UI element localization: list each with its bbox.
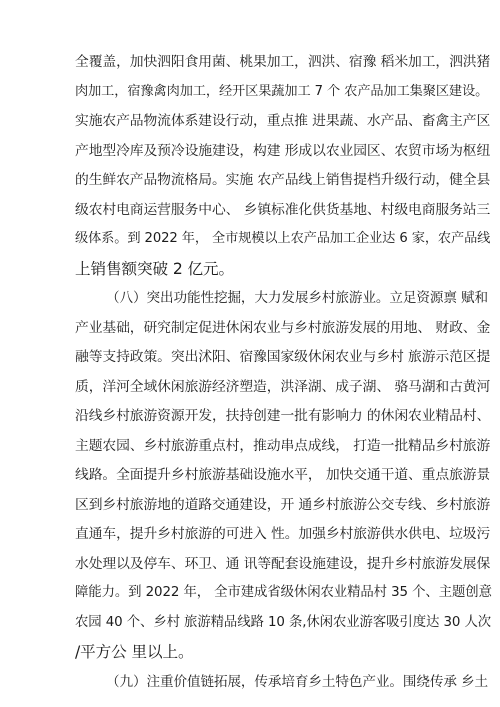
paragraph-line: 实施农产品物流体系建设行动，重点推 进果蔬、水产品、畜禽主产区 (75, 113, 491, 129)
paragraph-line: /平方公 里以上。 (75, 643, 194, 661)
paragraph-line: 产地型冷库及预冷设施建设，构建 形成以农业园区、农贸市场为枢纽 (75, 143, 491, 159)
paragraph-line: 上销售额突破 2 亿元。 (75, 260, 234, 278)
paragraph-line: 水处理以及停车、环卫、通 讯等配套设施建设，提升乡村旅游发展保 (75, 556, 491, 572)
paragraph-line: 沿线乡村旅游资源开发，扶持创建一批有影响力 的休闲农业精品村、 (75, 408, 491, 424)
paragraph-line: 区到乡村旅游地的道路交通建设，开 通乡村旅游公交专线、乡村旅游 (75, 497, 491, 513)
paragraph-line: 肉加工，宿豫禽肉加工，经开区果蔬加工 7 个 农产品加工集聚区建设。 (75, 84, 489, 99)
paragraph-line: 的生鲜农产品物流格局。实施 农产品线上销售提档升级行动，健全县 (75, 172, 491, 188)
paragraph-line: 线路。全面提升乡村旅游基础设施水平， 加快交通干道、重点旅游景 (75, 467, 491, 483)
paragraph-line: 农园 40 个、乡村 旅游精品线路 10 条,休闲农业游客吸引度达 30 人次 (75, 615, 492, 630)
paragraph-line: 融等支持政策。突出沭阳、宿豫国家级休闲农业与乡村 旅游示范区提 (75, 349, 491, 365)
paragraph-line: 级体系。到 2022 年， 全市规模以上农产品加工企业达 6 家，农产品线 (75, 231, 491, 246)
paragraph-line: 直通车，提升乡村旅游的可进入 性。加强乡村旅游供水供电、垃圾污 (75, 526, 491, 542)
paragraph-line: 级农村电商运营服务中心、 乡镇标准化供货基地、村级电商服务站三 (75, 202, 491, 218)
paragraph-line: 质，洋河全域休闲旅游经济塑造，洪泽湖、成子湖、 骆马湖和古黄河 (75, 379, 491, 395)
paragraph-line: 全覆盖，加快泗阳食用菌、桃果加工，泗洪、宿豫 稻米加工，泗洪猪 (75, 54, 491, 70)
paragraph-line: 主题农园、乡村旅游重点村，推动串点成线， 打造一批精品乡村旅游 (75, 438, 491, 454)
paragraph-line: （八）突出功能性挖掘，大力发展乡村旅游业。立足资源禀 赋和 (106, 290, 489, 306)
paragraph-line: 产业基础，研究制定促进休闲农业与乡村旅游发展的用地、 财政、金 (75, 320, 491, 336)
paragraph-line: 障能力。到 2022 年， 全市建成省级休闲农业精品村 35 个、主题创意 (75, 585, 492, 600)
paragraph-line: （九）注重价值链拓展，传承培育乡土特色产业。围绕传承 乡土 (106, 674, 489, 690)
